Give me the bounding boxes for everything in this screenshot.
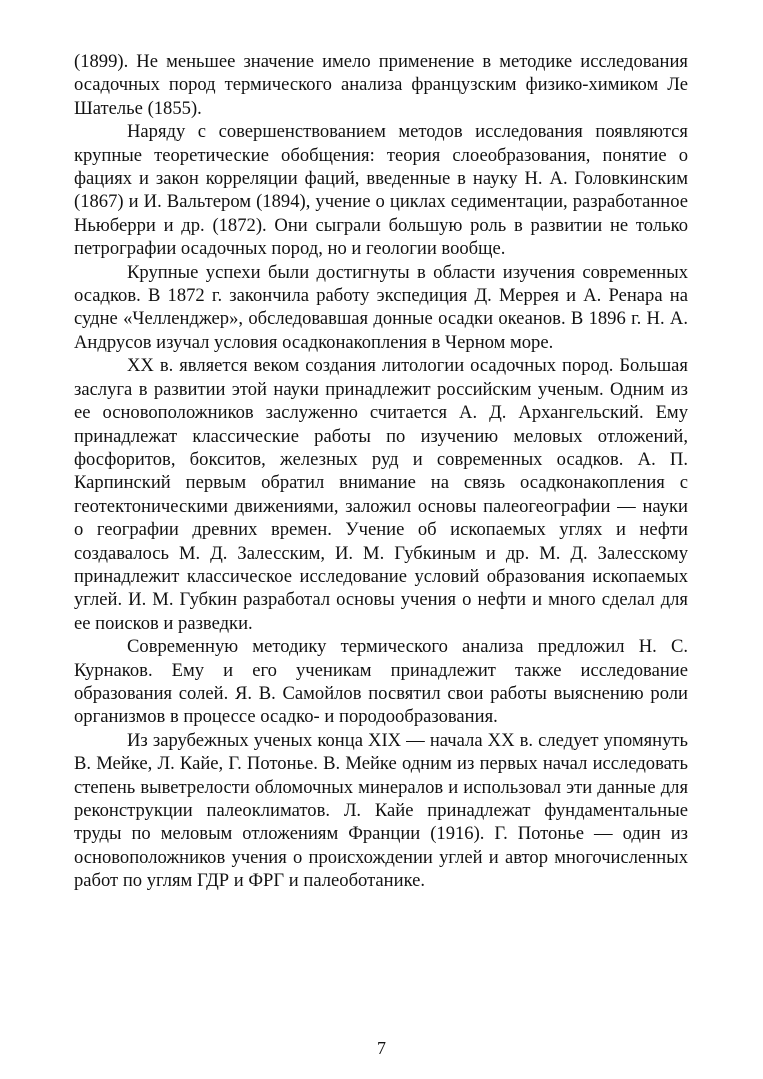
paragraph-5: Современную методику термического анализа предложил Н. С. Курнаков. Ему и его ученикам принадлежит также исследование образования солей. Я. В. Самойлов посвятил свои работы выяснению роли организмов в процессе осадко- и породообразования. [74,636,688,728]
paragraph-1: (1899). Не меньшее значение имело применение в методике исследования осадочных пород термического анализа французским физико-химиком Ле Шателье (1855). [74,51,688,119]
paragraph-6: Из зарубежных ученых конца XIX — начала XX в. следует упомянуть В. Мейке, Л. Кайе, Г. Потонье. В. Мейке одним из первых начал исследовать степень выветрелости обломочных минералов и использовал эти данные для реконструкции палеоклиматов. Л. Кайе принадлежат фундаментальные труды по меловым отложениям Франции (1916). Г. Потонье — один из основоположников учения о происхождении углей и автор многочисленных работ по углям ГДР и ФРГ и палеоботанике. [74,729,688,892]
paragraph-2: Наряду с совершенствованием методов исследования появляются крупные теоретические обобщения: теория слоеобразования, понятие о фациях и закон корреляции фаций, введенные в науку Н. А. Головкинским (1867) и И. Вальтером (1894), учение о циклах седиментации, разработанное Ньюберри и др. (1872). Они сыграли большую роль в развитии не только петрографии осадочных пород, но и геологии вообще. [74,121,688,260]
paragraph-4: XX в. является веком создания литологии осадочных пород. Большая заслуга в развитии этой науки принадлежит российским ученым. Одним из ее основоположников заслуженно считается А. Д. Архангельский. Ему принадлежат классические работы по изучению меловых отложений, фосфоритов, бокситов, железных руд и современных осадков. А. П. Карпинский первым обратил внимание на связь осадконакопления с геотектоническими движениями, заложил основы палеогеографии — науки о географии древних времен. Учение об ископаемых углях и нефти создавалось М. Д. Залесским, И. М. Губкиным и др. М. Д. Залесскому принадлежит классическое исследование условий образования ископаемых углей. И. М. Губкин разработал основы учения о нефти и много сделал для ее поисков и разведки. [74,355,688,634]
page-body [74,50,688,893]
page-number: 7 [377,1038,386,1058]
paragraph-3: Крупные успехи были достигнуты в области изучения современных осадков. В 1872 г. закончила работу экспедиция Д. Меррея и А. Ренара на судне «Челленджер», обследовавшая донные осадки океанов. В 1896 г. Н. А. Андрусов изучал условия осадконакопления в Черном море. [74,261,688,353]
